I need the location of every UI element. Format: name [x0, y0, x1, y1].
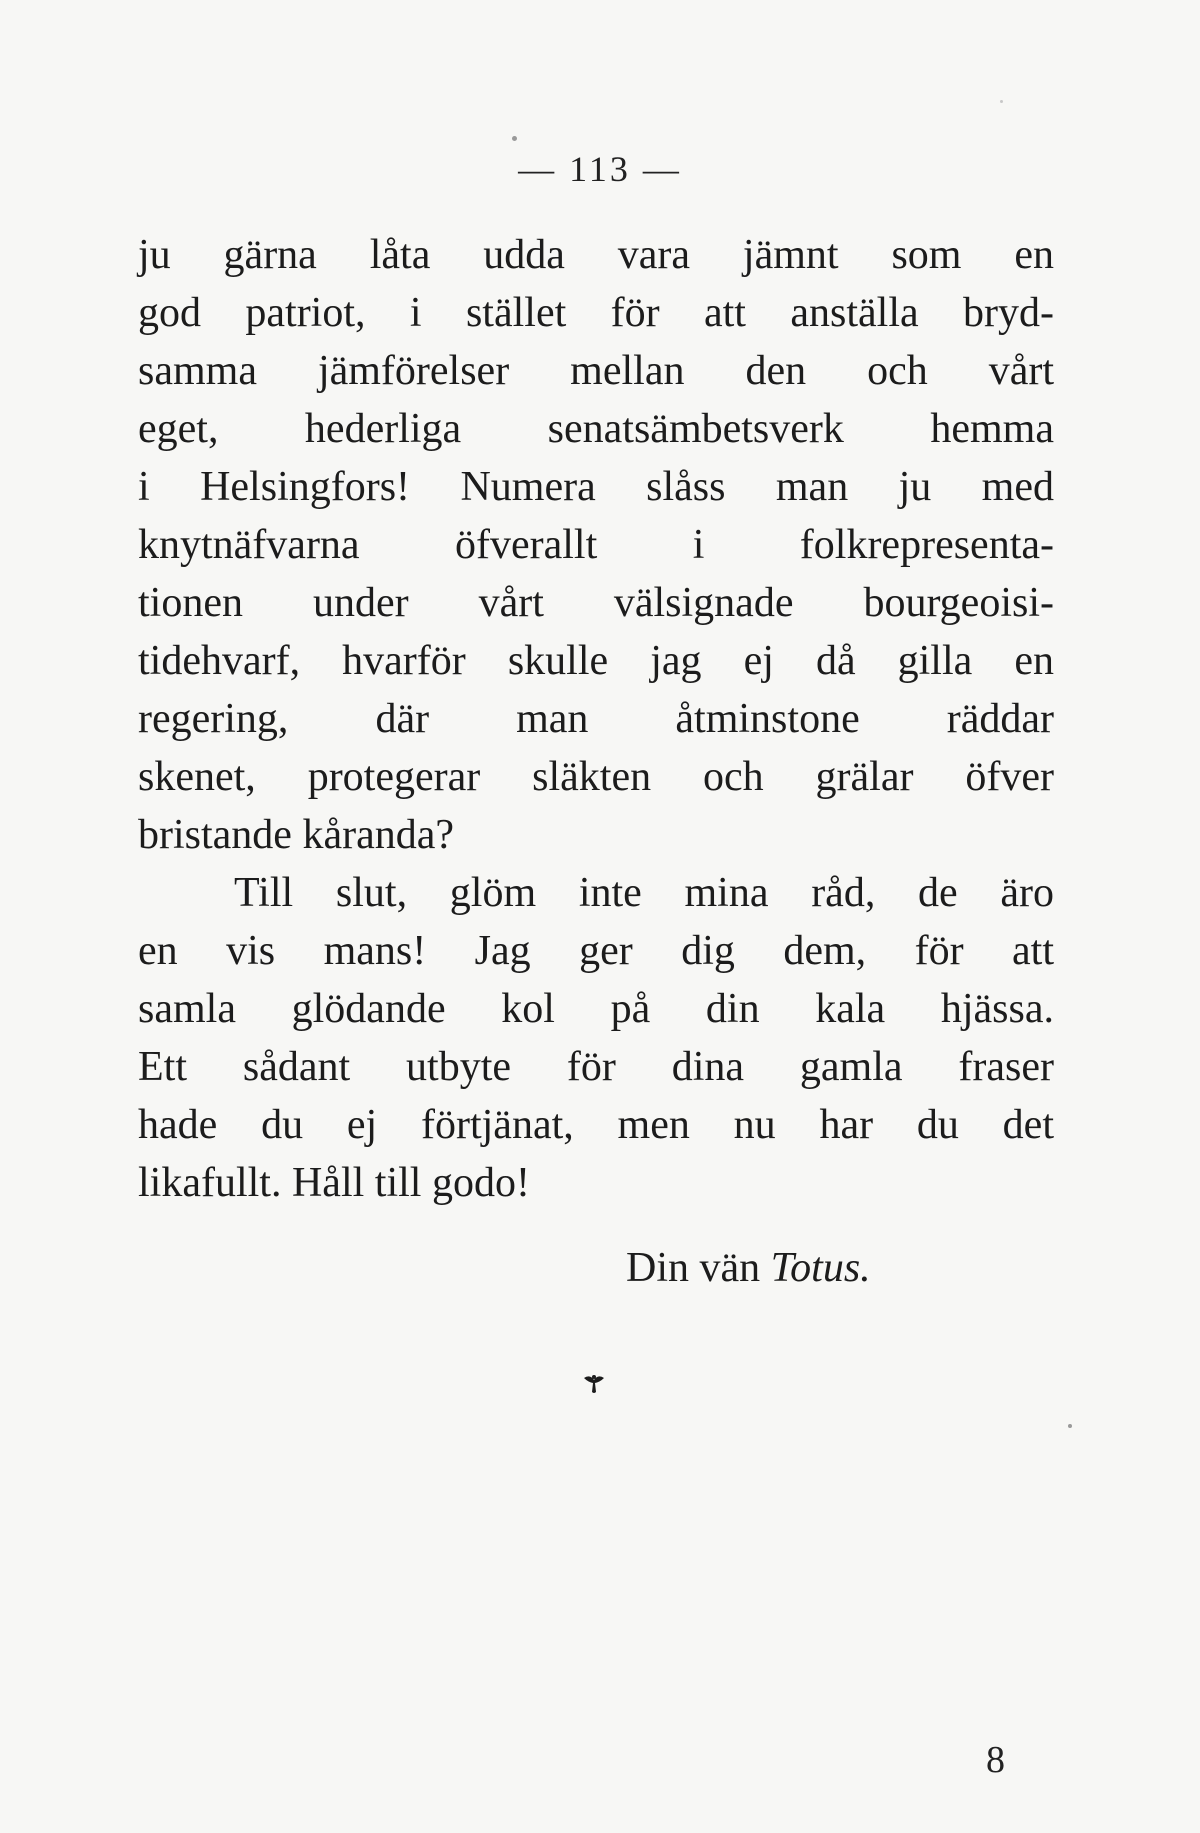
- signature: [626, 1244, 871, 1292]
- text-line: tidehvarf, hvarför skulle jag ej då gilla en: [138, 638, 1054, 684]
- paper-speck: [1068, 1424, 1072, 1428]
- text-line: likafullt. Håll till godo!: [138, 1160, 530, 1206]
- signature-prefix: Din vän: [626, 1245, 761, 1291]
- body-text: [138, 226, 1054, 1212]
- text-line: eget, hederliga senatsämbetsverk hemma: [138, 406, 1054, 452]
- text-line: i Helsingfors! Numera slåss man ju med: [138, 464, 1054, 510]
- paper-speck: [1000, 100, 1003, 103]
- running-head: — 113 —: [518, 149, 682, 189]
- text-line: regering, där man åtminstone räddar: [138, 696, 1054, 742]
- text-line: hade du ej förtjänat, men nu har du det: [138, 1102, 1054, 1148]
- fleuron-icon: [580, 1370, 608, 1398]
- text-line: samma jämförelser mellan den och vårt: [138, 348, 1054, 394]
- signature-name: Totus.: [770, 1245, 871, 1291]
- text-line: bristande kåranda?: [138, 812, 455, 858]
- text-line: knytnäfvarna öfverallt i folkrepresenta-: [138, 522, 1054, 568]
- page-number: 8: [986, 1739, 1005, 1781]
- text-line: Ett sådant utbyte för dina gamla fraser: [138, 1044, 1054, 1090]
- text-line: ju gärna låta udda vara jämnt som en: [138, 232, 1054, 278]
- text-line: skenet, protegerar släkten och grälar öfver: [138, 754, 1054, 800]
- text-line: god patriot, i stället för att anställa bryd-: [138, 290, 1054, 336]
- text-line: en vis mans! Jag ger dig dem, för att: [138, 928, 1054, 974]
- text-line: tionen under vårt välsignade bourgeoisi-: [138, 580, 1054, 626]
- text-line: Till slut, glöm inte mina råd, de äro: [234, 870, 1054, 916]
- paper-speck: [512, 136, 517, 141]
- text-line: samla glödande kol på din kala hjässa.: [138, 986, 1054, 1032]
